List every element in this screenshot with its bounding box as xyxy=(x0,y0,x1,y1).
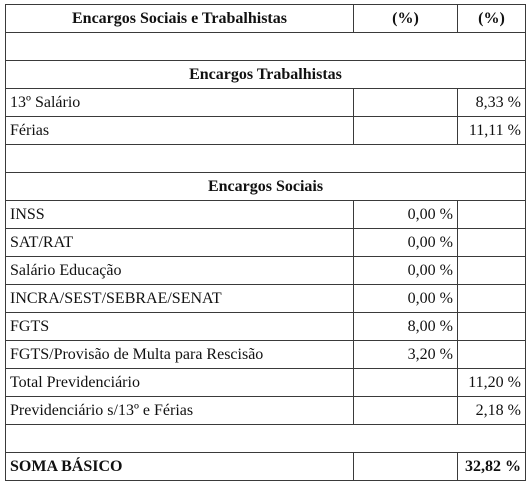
table-row xyxy=(6,89,526,117)
row-label: INCRA/SEST/SEBRAE/SENAT xyxy=(6,285,354,313)
row-label: INSS xyxy=(6,201,354,229)
spacer-row xyxy=(6,145,526,173)
row-value-col3 xyxy=(458,341,526,369)
row-label: SAT/RAT xyxy=(6,229,354,257)
row-value-col3: 11,11 % xyxy=(458,117,526,145)
row-value-col3 xyxy=(458,201,526,229)
section-header-row xyxy=(6,61,526,89)
row-value-col2 xyxy=(354,397,458,425)
row-value-col3 xyxy=(458,229,526,257)
table-row xyxy=(6,369,526,397)
row-value-col2: 0,00 % xyxy=(354,229,458,257)
encargos-table xyxy=(5,4,526,481)
table-row xyxy=(6,257,526,285)
row-value-col3: 11,20 % xyxy=(458,369,526,397)
section-title-trabalhistas: Encargos Trabalhistas xyxy=(6,61,526,89)
spacer-row xyxy=(6,425,526,453)
row-label: FGTS xyxy=(6,313,354,341)
row-value-col2 xyxy=(354,89,458,117)
row-label: Salário Educação xyxy=(6,257,354,285)
table-row xyxy=(6,201,526,229)
row-value-col3: 8,33 % xyxy=(458,89,526,117)
spacer-row xyxy=(6,33,526,61)
row-value-col3 xyxy=(458,257,526,285)
row-label: FGTS/Provisão de Multa para Rescisão xyxy=(6,341,354,369)
row-label: Previdenciário s/13º e Férias xyxy=(6,397,354,425)
total-label: SOMA BÁSICO xyxy=(6,453,354,481)
table-row xyxy=(6,229,526,257)
table-title: Encargos Sociais e Trabalhistas xyxy=(6,5,354,33)
total-row xyxy=(6,453,526,481)
row-label: 13º Salário xyxy=(6,89,354,117)
row-value-col2: 0,00 % xyxy=(354,285,458,313)
row-value-col2: 3,20 % xyxy=(354,341,458,369)
section-header-row xyxy=(6,173,526,201)
spacer-cell xyxy=(6,145,526,173)
row-value-col3 xyxy=(458,285,526,313)
row-label: Férias xyxy=(6,117,354,145)
header-row xyxy=(6,5,526,33)
total-value-col3: 32,82 % xyxy=(458,453,526,481)
row-value-col3 xyxy=(458,313,526,341)
row-value-col2: 0,00 % xyxy=(354,201,458,229)
table-row xyxy=(6,313,526,341)
row-value-col2: 0,00 % xyxy=(354,257,458,285)
header-percent-col2: (%) xyxy=(354,5,458,33)
total-value-col2 xyxy=(354,453,458,481)
row-value-col2: 8,00 % xyxy=(354,313,458,341)
row-value-col2 xyxy=(354,369,458,397)
table-row xyxy=(6,397,526,425)
row-label: Total Previdenciário xyxy=(6,369,354,397)
section-title-sociais: Encargos Sociais xyxy=(6,173,526,201)
spacer-cell xyxy=(6,425,526,453)
table-row xyxy=(6,341,526,369)
table-row xyxy=(6,117,526,145)
header-percent-col3: (%) xyxy=(458,5,526,33)
table-row xyxy=(6,285,526,313)
row-value-col3: 2,18 % xyxy=(458,397,526,425)
row-value-col2 xyxy=(354,117,458,145)
spacer-cell xyxy=(6,33,526,61)
